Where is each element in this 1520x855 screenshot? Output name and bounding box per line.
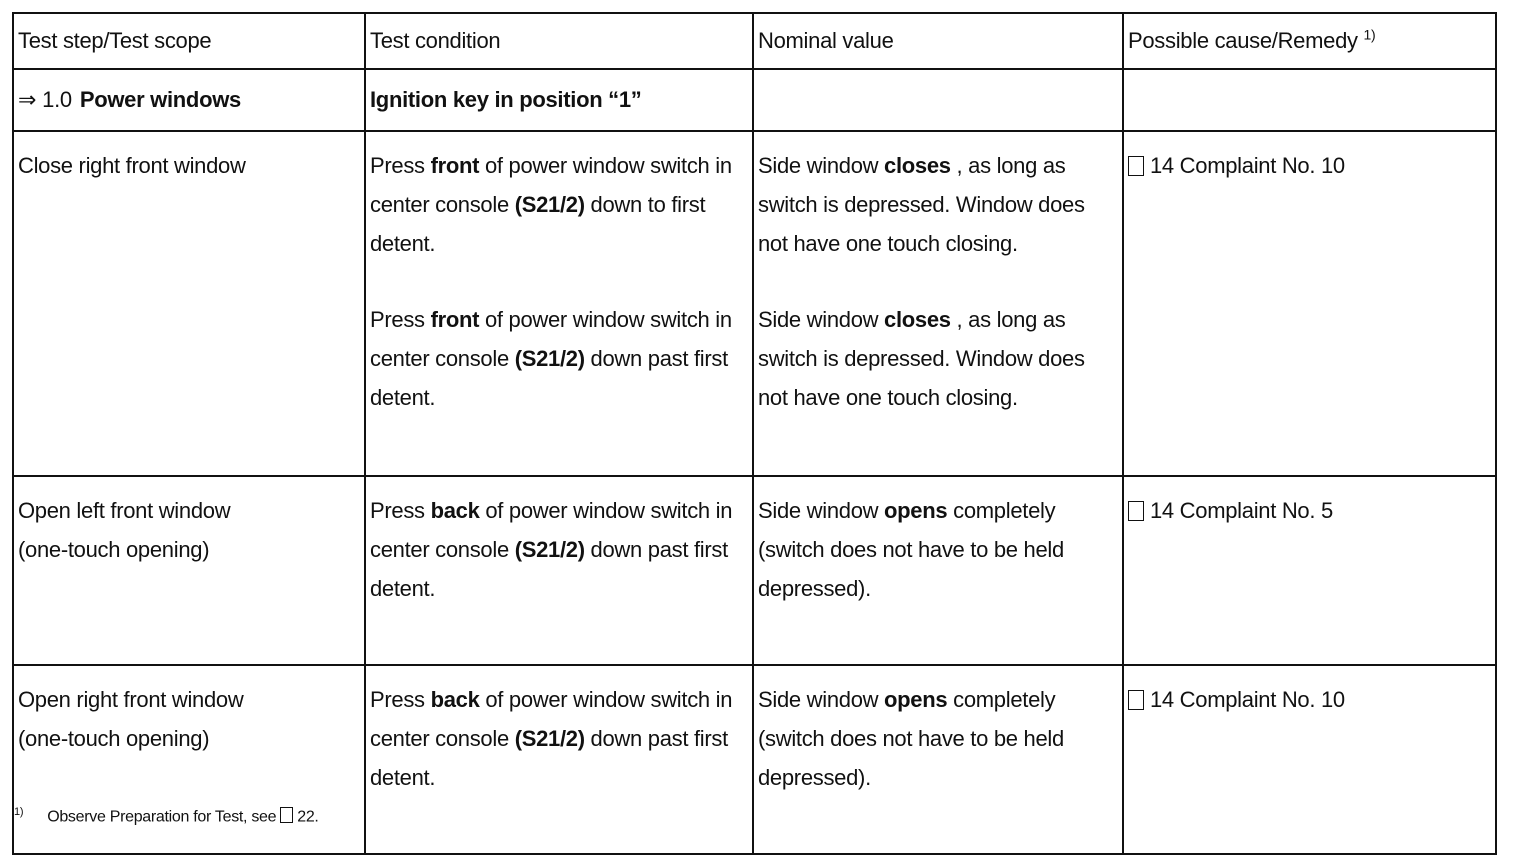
section-empty-cell [753,69,1123,131]
table-row [13,476,1496,665]
nominal-value-cell [753,131,1123,476]
condition-paragraph: Press front of power window switch in center console (S21/2) down past first detent. [370,307,732,410]
condition-paragraph: Press back of power window switch in center console (S21/2) down past first detent. [370,687,733,790]
book-reference-icon [1128,156,1144,176]
table-header-row [13,13,1496,69]
nominal-paragraph: Side window closes , as long as switch is depressed. Window does not have one touch closing. [758,307,1085,410]
section-empty-cell [1123,69,1496,131]
test-scope-cell: Open left front window (one-touch opening) [13,476,365,665]
condition-paragraph: Press front of power window switch in center console (S21/2) down to first detent. [370,153,732,256]
test-condition-cell [365,131,753,476]
section-title-cell [13,69,365,131]
test-scope-cell: Close right front window [13,131,365,476]
test-scope-cell: Open right front window (one-touch opening) [13,665,365,854]
footnote-ref: 22. [297,808,319,826]
test-procedure-table [12,12,1497,855]
nominal-paragraph: Side window opens completely (switch does not have to be held depressed). [758,498,1064,601]
book-reference-icon [1128,690,1144,710]
condition-paragraph: Press back of power window switch in center console (S21/2) down past first detent. [370,498,733,601]
section-title: Power windows [79,87,241,112]
nominal-value-cell [753,665,1123,854]
arrow-icon: ⇒ [18,87,37,112]
test-condition-cell [365,665,753,854]
footnote-ref-mark: 1) [1363,26,1376,43]
header-test-step: Test step/Test scope [13,13,365,69]
section-row-power-windows [13,69,1496,131]
remedy-cell: 14 Complaint No. 10 [1123,665,1496,854]
footnote-text: Observe Preparation for Test, see [47,808,277,826]
book-reference-icon [1128,501,1144,521]
remedy-cell: 14 Complaint No. 5 [1123,476,1496,665]
header-test-condition: Test condition [365,13,753,69]
section-number: 1.0 [42,87,72,112]
nominal-value-cell [753,476,1123,665]
book-reference-icon [280,807,293,823]
nominal-paragraph: Side window opens completely (switch does not have to be held depressed). [758,687,1064,790]
section-condition-cell: Ignition key in position “1” [365,69,753,131]
nominal-paragraph: Side window closes , as long as switch is depressed. Window does not have one touch closing. [758,153,1085,256]
footnote-mark: 1) [14,806,24,818]
header-possible-cause: Possible cause/Remedy $^{1)}$ [1123,13,1496,69]
test-condition-cell [365,476,753,665]
table-row [13,131,1496,476]
header-nominal-value: Nominal value [753,13,1123,69]
remedy-cell: 14 Complaint No. 10 [1123,131,1496,476]
footnote [14,806,319,826]
